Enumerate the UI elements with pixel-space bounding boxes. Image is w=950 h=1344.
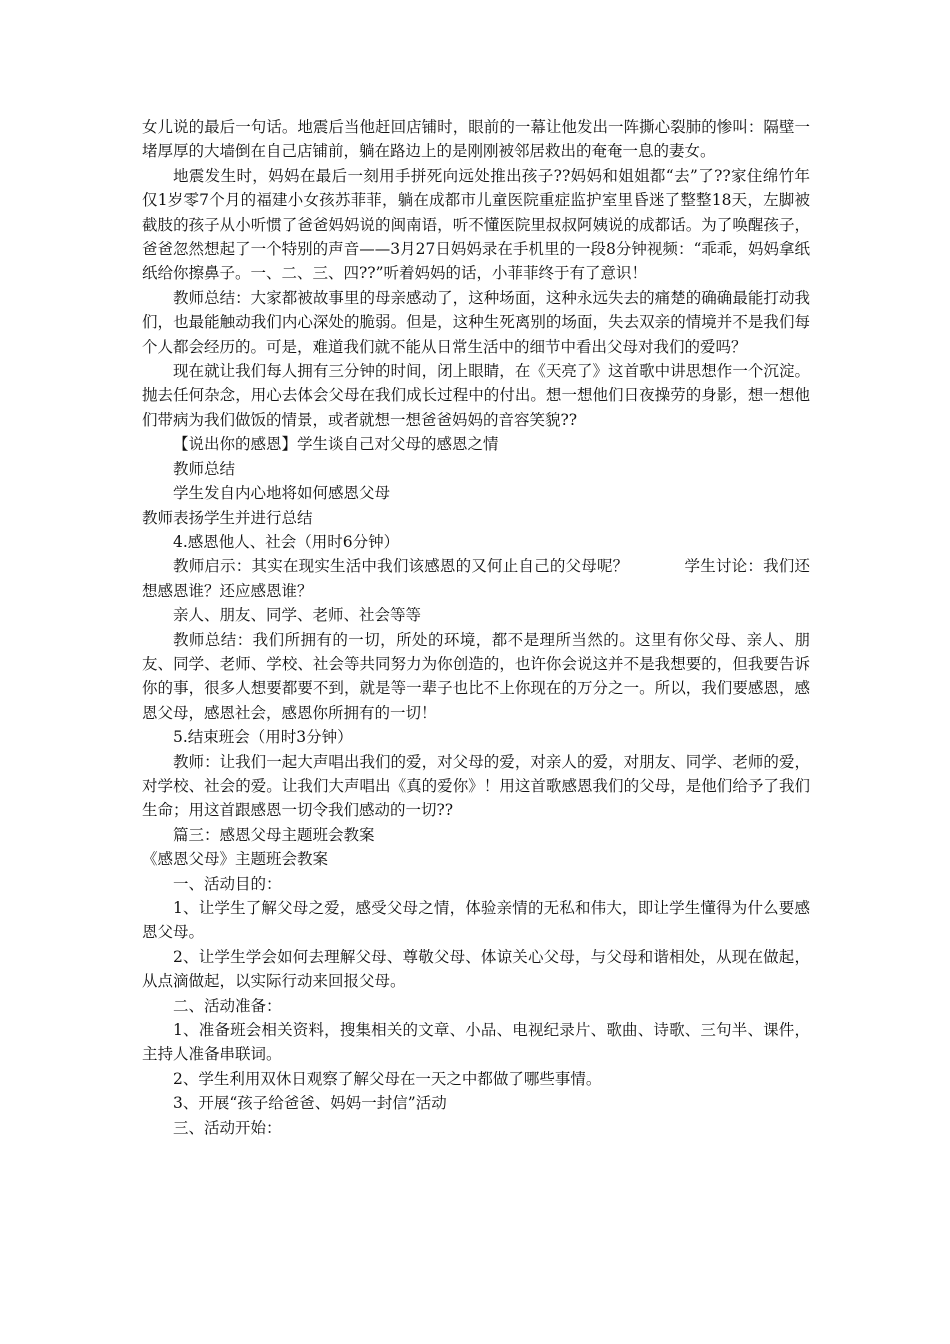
paragraph: 2、学生利用双休日观察了解父母在一天之中都做了哪些事情。 — [173, 1069, 602, 1088]
section-heading: 5.结束班会（用时3分钟） — [173, 728, 353, 747]
paragraph: 教师总结：大家都被故事里的母亲感动了，这种场面，这种永远失去的痛楚的确确最能打动我们，也最能触动我们内心深处的脆弱。但是，这种生死离别的场面，失去双亲的情境并不是我们每个人都会经历的。可是，难道我们就不能从日常生活中的细节中看出父母对我们的爱吗？ — [142, 288, 810, 356]
paragraph — [142, 554, 810, 603]
paragraph: 教师总结 — [173, 459, 236, 478]
section-heading: 【说出你的感恩】学生谈自己对父母的感恩之情 — [173, 435, 499, 454]
document-page — [142, 115, 810, 1140]
paragraph: 地震发生时，妈妈在最后一刻用手拼死向远处推出孩子??妈妈和姐姐都“去”了??家住绵竹年仅1岁零7个月的福建小女孩苏菲菲，躺在成都市儿童医院重症监护室里昏迷了整整18天，左脚被截肢的孩子从小听惯了爸爸妈妈说的闽南语，听不懂医院里叔叔阿姨说的成都话。为了唤醒孩子，爸爸忽然想起了一个特别的声音——3月27日妈妈录在手机里的一段8分钟视频：“乖乖，妈妈拿纸纸给你擦鼻子。一、二、三、四??”听着妈妈的话，小菲菲终于有了意识！ — [142, 166, 810, 283]
paragraph: 教师总结：我们所拥有的一切，所处的环境，都不是理所当然的。这里有你父母、亲人、朋友、同学、老师、学校、社会等共同努力为你创造的，也许你会说这并不是我想要的，但我要告诉你的事，很多人想要都要不到，就是等一辈子也比不上你现在的万分之一。所以，我们要感恩，感恩父母，感恩社会，感恩你所拥有的一切！ — [142, 630, 810, 722]
paragraph: 2、让学生学会如何去理解父母、尊敬父母、体谅关心父母，与父母和谐相处，从现在做起，从点滴做起，以实际行动来回报父母。 — [142, 947, 810, 991]
section-heading: 二、活动准备： — [173, 996, 282, 1015]
paragraph: 1、准备班会相关资料，搜集相关的文章、小品、电视纪录片、歌曲、诗歌、三句半、课件，主持人准备串联词。 — [142, 1021, 810, 1064]
section-heading: 一、活动目的： — [173, 874, 282, 893]
section-heading: 三、活动开始： — [173, 1118, 282, 1137]
paragraph: 1、让学生了解父母之爱，感受父母之情，体验亲情的无私和伟大，即让学生懂得为什么要感恩父母。 — [142, 899, 810, 942]
paragraph: 3、开展“孩子给爸爸、妈妈一封信”活动 — [173, 1094, 447, 1113]
paragraph: 亲人、朋友、同学、老师、社会等等 — [173, 606, 422, 625]
paragraph: 现在就让我们每人拥有三分钟的时间，闭上眼睛，在《天亮了》这首歌中讲思想作一个沉淀。抛去任何杂念，用心去体会父母在我们成长过程中的付出。想一想他们日夜操劳的身影，想一想他们带病为我们做饭的情景，或者就想一想爸爸妈妈的音容笑貌?? — [142, 362, 810, 429]
teacher-prompt: 教师启示：其实在现实生活中我们该感恩的又何止自己的父母呢？ — [173, 557, 629, 576]
student-discussion: 学生讨论：我们还想感恩谁？还应感恩谁？ — [142, 557, 810, 600]
paragraph: 女儿说的最后一句话。地震后当他赶回店铺时，眼前的一幕让他发出一阵撕心裂肺的惨叫：隔壁一堵厚厚的大墙倒在自己店铺前，躺在路边上的是刚刚被邻居救出的奄奄一息的妻女。 — [142, 118, 810, 161]
document-title: 《感恩父母》主题班会教案 — [142, 850, 329, 869]
paragraph: 学生发自内心地将如何感恩父母 — [173, 484, 391, 503]
section-heading: 4.感恩他人、社会（用时6分钟） — [173, 532, 400, 551]
section-heading: 篇三：感恩父母主题班会教案 — [173, 825, 375, 844]
paragraph: 教师：让我们一起大声唱出我们的爱，对父母的爱，对亲人的爱，对朋友、同学、老师的爱，对学校、社会的爱。让我们大声唱出《真的爱你》！用这首歌感恩我们的父母，是他们给予了我们生命；用这首跟感恩一切令我们感动的一切?? — [142, 752, 810, 820]
paragraph: 教师表扬学生并进行总结 — [142, 508, 313, 527]
